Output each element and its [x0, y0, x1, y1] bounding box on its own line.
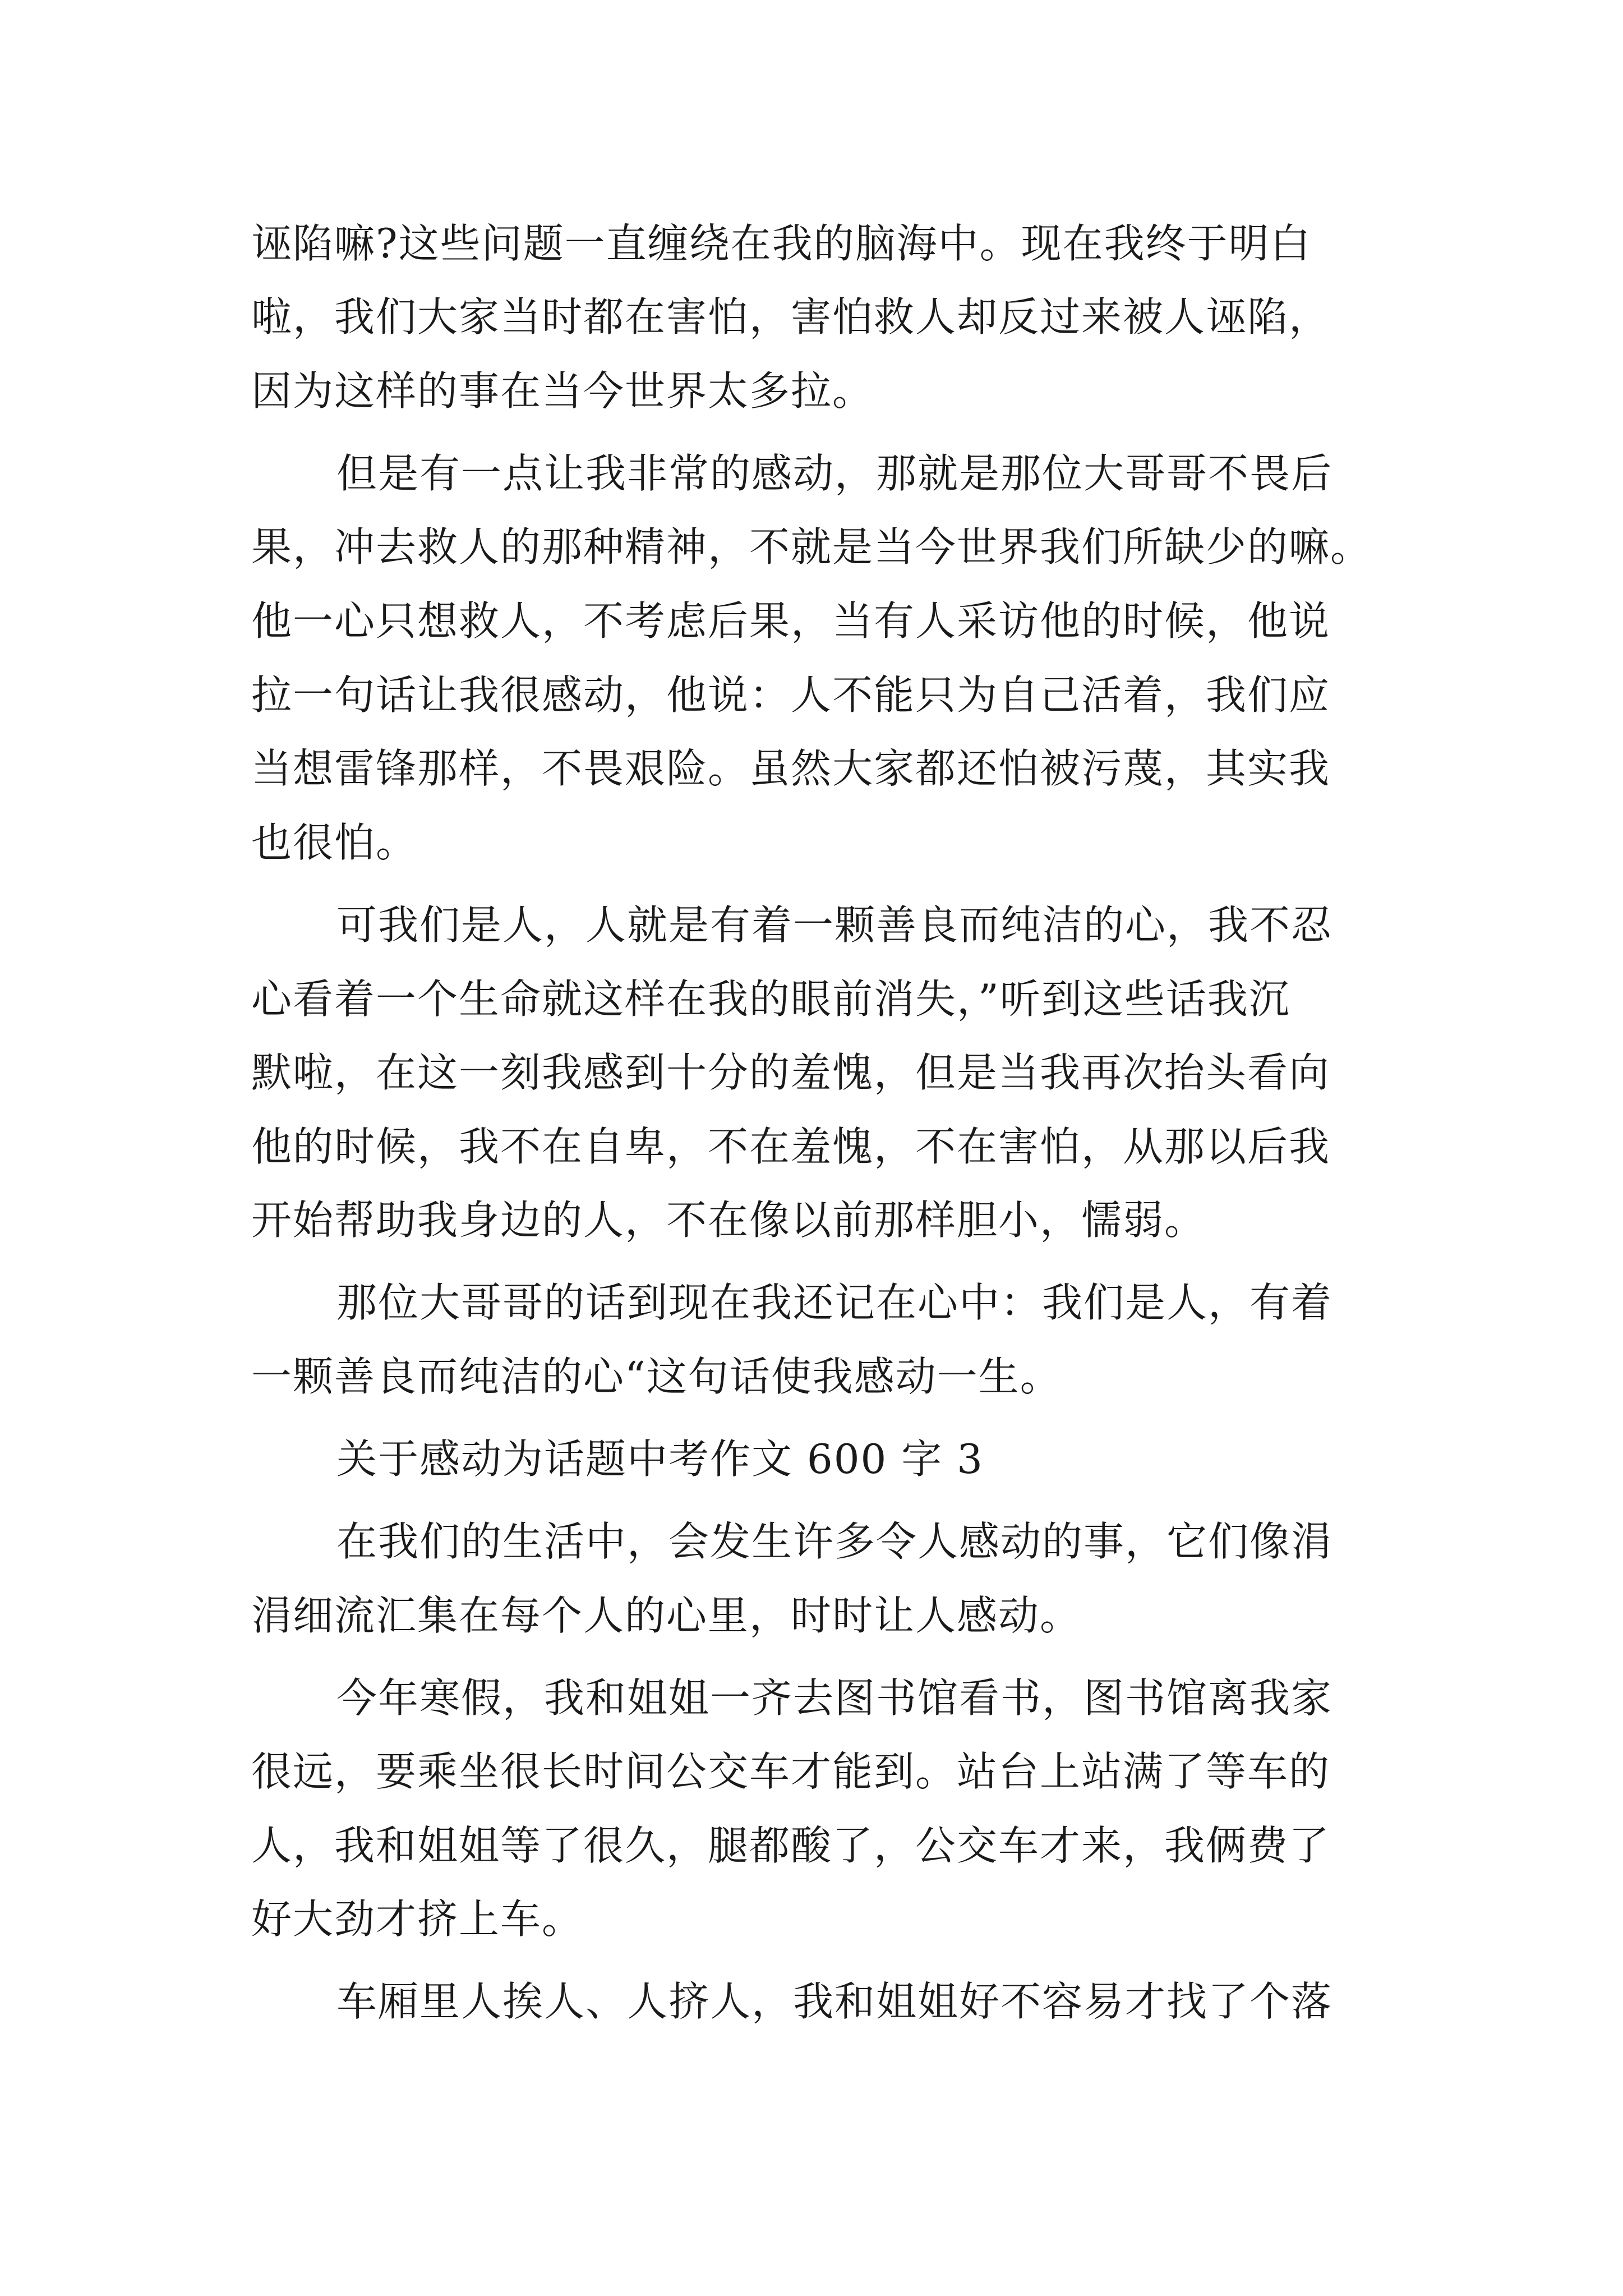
paragraph-first-line: 车厢里人挨人、人挤人，我和姐姐好不容易才找了个落: [336, 1978, 1333, 2025]
text-line: 当想雷锋那样，不畏艰险。虽然大家都还怕被污蔑，其实我: [251, 745, 1331, 792]
text-line: 心看着一个生命就这样在我的眼前消失，”听到这些话我沉: [251, 976, 1290, 1023]
text-line: 他的时候，我不在自卑，不在羞愧，不在害怕，从那以后我: [251, 1123, 1331, 1170]
paragraph-first-line: 在我们的生活中，会发生许多令人感动的事，它们像涓: [336, 1518, 1333, 1565]
text-line: 很远，要乘坐很长时间公交车才能到。站台上站满了等车的: [251, 1748, 1331, 1795]
text-line: 啦，我们大家当时都在害怕，害怕救人却反过来被人诬陷，: [251, 293, 1331, 341]
text-line: 他一心只想救人，不考虑后果，当有人采访他的时候，他说: [251, 597, 1331, 645]
paragraph-first-line: 但是有一点让我非常的感动，那就是那位大哥哥不畏后: [336, 450, 1333, 497]
text-line: 开始帮助我身边的人，不在像以前那样胆小，懦弱。: [251, 1197, 1206, 1244]
text-line: 也很怕。: [251, 819, 418, 866]
text-line: 一颗善良而纯洁的心“这句话使我感动一生。: [251, 1353, 1062, 1400]
text-line: 默啦，在这一刻我感到十分的羞愧，但是当我再次抬头看向: [251, 1049, 1331, 1096]
text-line: 果，冲去救人的那种精神，不就是当今世界我们所缺少的嘛。: [251, 523, 1372, 570]
text-line: 好大劲才挤上车。: [251, 1895, 584, 1943]
text-line: 诬陷嘛?这些问题一直缠绕在我的脑海中。现在我终于明白: [251, 220, 1312, 267]
text-line: 涓细流汇集在每个人的心里，时时让人感动。: [251, 1592, 1082, 1639]
section-heading: 关于感动为话题中考作文 600 字 3: [336, 1435, 984, 1483]
paragraph-first-line: 那位大哥哥的话到现在我还记在心中：我们是人，有着: [336, 1279, 1333, 1326]
text-line: 因为这样的事在当今世界太多拉。: [251, 367, 874, 415]
paragraph-first-line: 今年寒假，我和姐姐一齐去图书馆看书，图书馆离我家: [336, 1674, 1333, 1722]
text-line: 拉一句话让我很感动，他说：人不能只为自己活着，我们应: [251, 671, 1331, 719]
text-line: 人，我和姐姐等了很久，腿都酸了，公交车才来，我俩费了: [251, 1822, 1331, 1869]
paragraph-first-line: 可我们是人，人就是有着一颗善良而纯洁的心，我不忍: [336, 901, 1333, 949]
